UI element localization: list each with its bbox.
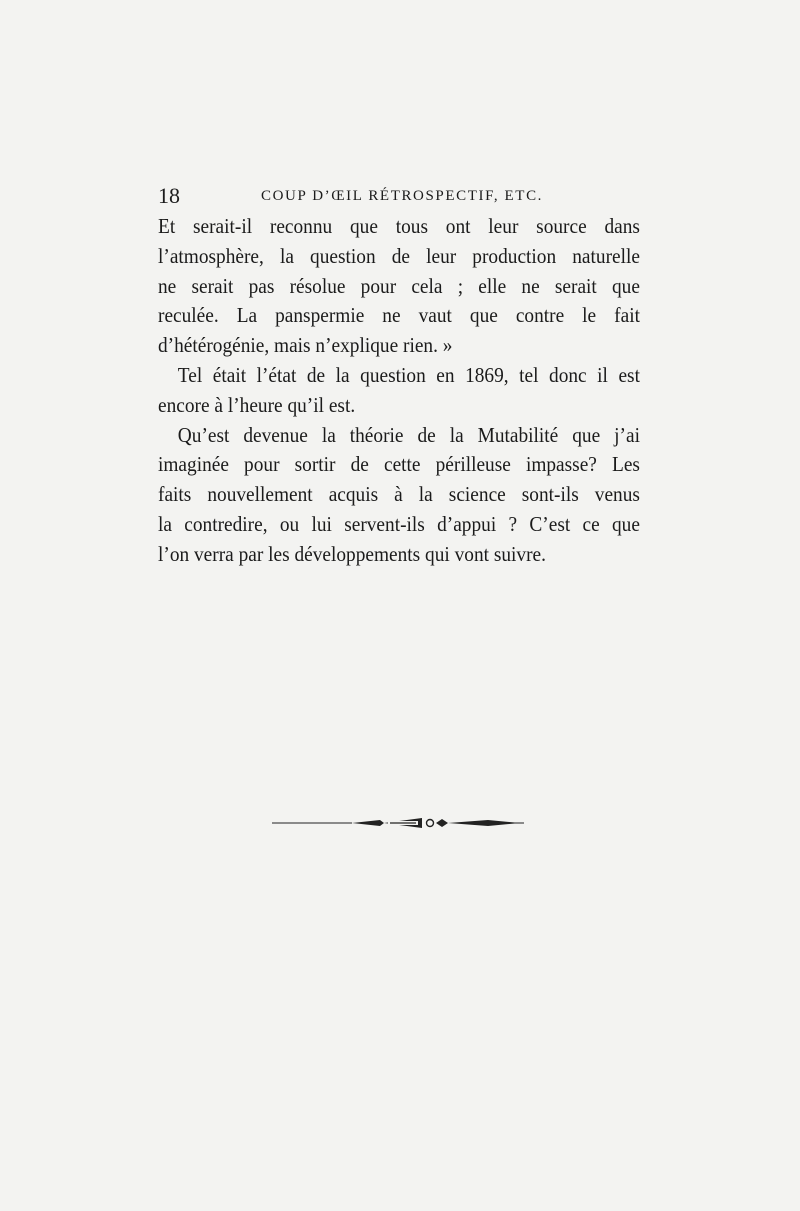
body-text xyxy=(158,212,640,570)
tailpiece-ornament-icon xyxy=(272,813,524,833)
text-line: Et serait-il reconnu que tous ont leur source dans xyxy=(158,214,640,238)
text-line: d’hétérogénie, mais n’explique rien. » xyxy=(158,333,453,358)
text-line: ne serait pas résolue pour cela ; elle ne serait que xyxy=(158,273,640,298)
text-line: la contredire, ou lui servent-ils d’appui ? C’est ce que xyxy=(158,511,640,536)
running-title: COUP D’ŒIL RÉTROSPECTIF, ETC. xyxy=(261,188,544,204)
text-line: encore à l’heure qu’il est. xyxy=(158,392,356,417)
text-line: Qu’est devenue la théorie de la Mutabilité que j’ai xyxy=(177,422,640,447)
page-number: 18 xyxy=(158,183,180,208)
text-line: reculée. La panspermie ne vaut que contre le fait xyxy=(158,303,640,328)
running-head xyxy=(158,182,640,210)
bleed-through-shadow xyxy=(160,520,640,1010)
text-line: imaginée pour sortir de cette périlleuse impasse? Les xyxy=(158,452,640,477)
text-line: l’atmosphère, la question de leur production naturelle xyxy=(158,243,640,268)
text-line: Tel était l’état de la question en 1869, tel donc il est xyxy=(177,362,640,387)
text-line: l’on verra par les développements qui vont suivre. xyxy=(158,541,546,566)
text-line: faits nouvellement acquis à la science sont-ils venus xyxy=(158,482,640,507)
